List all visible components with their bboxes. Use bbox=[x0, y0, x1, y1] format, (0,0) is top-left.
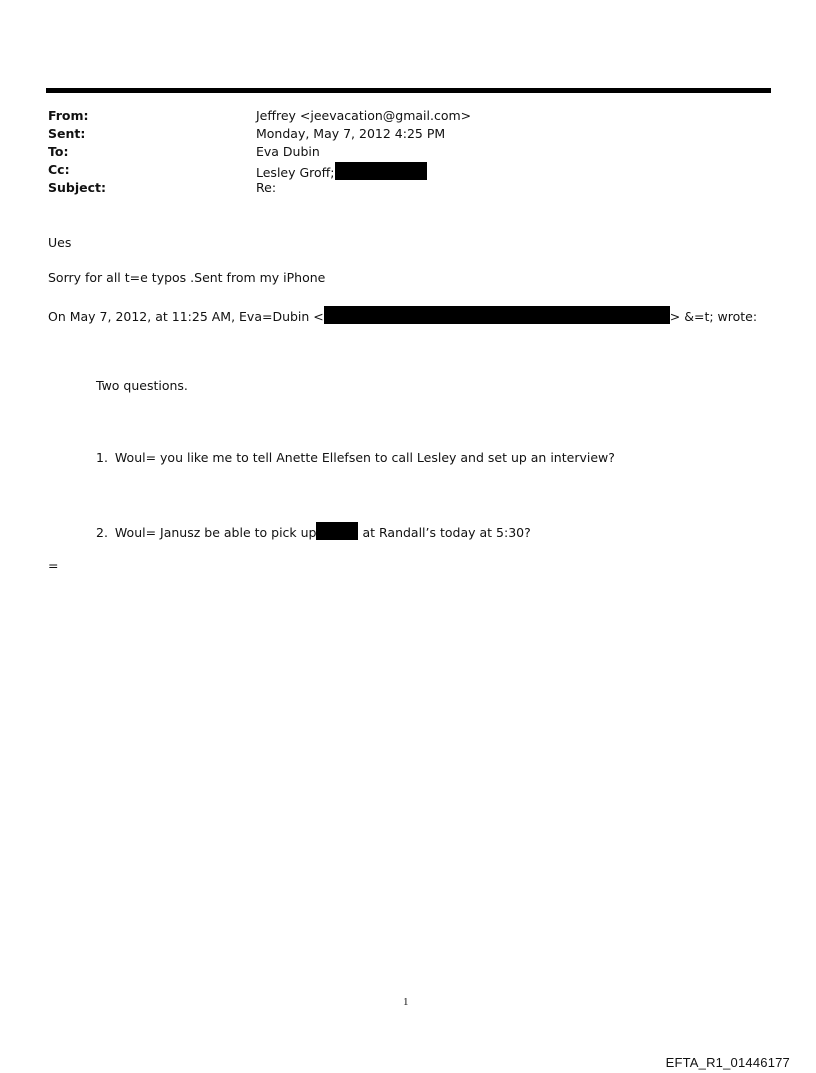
cc-label: Cc: bbox=[48, 162, 70, 177]
quote-intro-after: > &=t; wrote: bbox=[669, 309, 758, 324]
reply-text: Ues bbox=[48, 235, 72, 250]
cc-field bbox=[256, 162, 427, 181]
question-intro: Two questions. bbox=[96, 378, 188, 393]
page-number: 1 bbox=[403, 996, 409, 1008]
to-label: To: bbox=[48, 144, 69, 159]
list-item-text: Woul= you like me to tell Anette Ellefsen to call Lesley and set up an interview? bbox=[114, 450, 615, 465]
list-item-text-before: Woul= Janusz be able to pick up bbox=[114, 525, 317, 540]
redaction-block bbox=[335, 162, 427, 180]
sent-value: Monday, May 7, 2012 4:25 PM bbox=[256, 126, 446, 141]
list-item bbox=[96, 450, 615, 466]
list-number: 1. bbox=[96, 450, 108, 465]
redaction-block bbox=[316, 522, 358, 540]
from-value: Jeffrey <jeevacation@gmail.com> bbox=[256, 108, 472, 123]
list-item bbox=[96, 522, 531, 541]
list-number: 2. bbox=[96, 525, 108, 540]
subject-label: Subject: bbox=[48, 180, 106, 195]
cc-value: Lesley Groff; bbox=[256, 165, 335, 180]
list-item-text-after: at Randall’s today at 5:30? bbox=[358, 525, 531, 540]
header-rule bbox=[46, 88, 771, 93]
subject-value: Re: bbox=[256, 180, 277, 195]
sent-label: Sent: bbox=[48, 126, 86, 141]
to-value: Eva Dubin bbox=[256, 144, 320, 159]
bates-number: EFTA_R1_01446177 bbox=[665, 1055, 790, 1070]
quote-intro bbox=[48, 306, 757, 325]
trailing-mark: = bbox=[48, 558, 59, 573]
redaction-block bbox=[324, 306, 670, 324]
signature-text: Sorry for all t=e typos .Sent from my iPhone bbox=[48, 270, 326, 285]
from-label: From: bbox=[48, 108, 89, 123]
quote-intro-before: On May 7, 2012, at 11:25 AM, Eva=Dubin < bbox=[48, 309, 324, 324]
